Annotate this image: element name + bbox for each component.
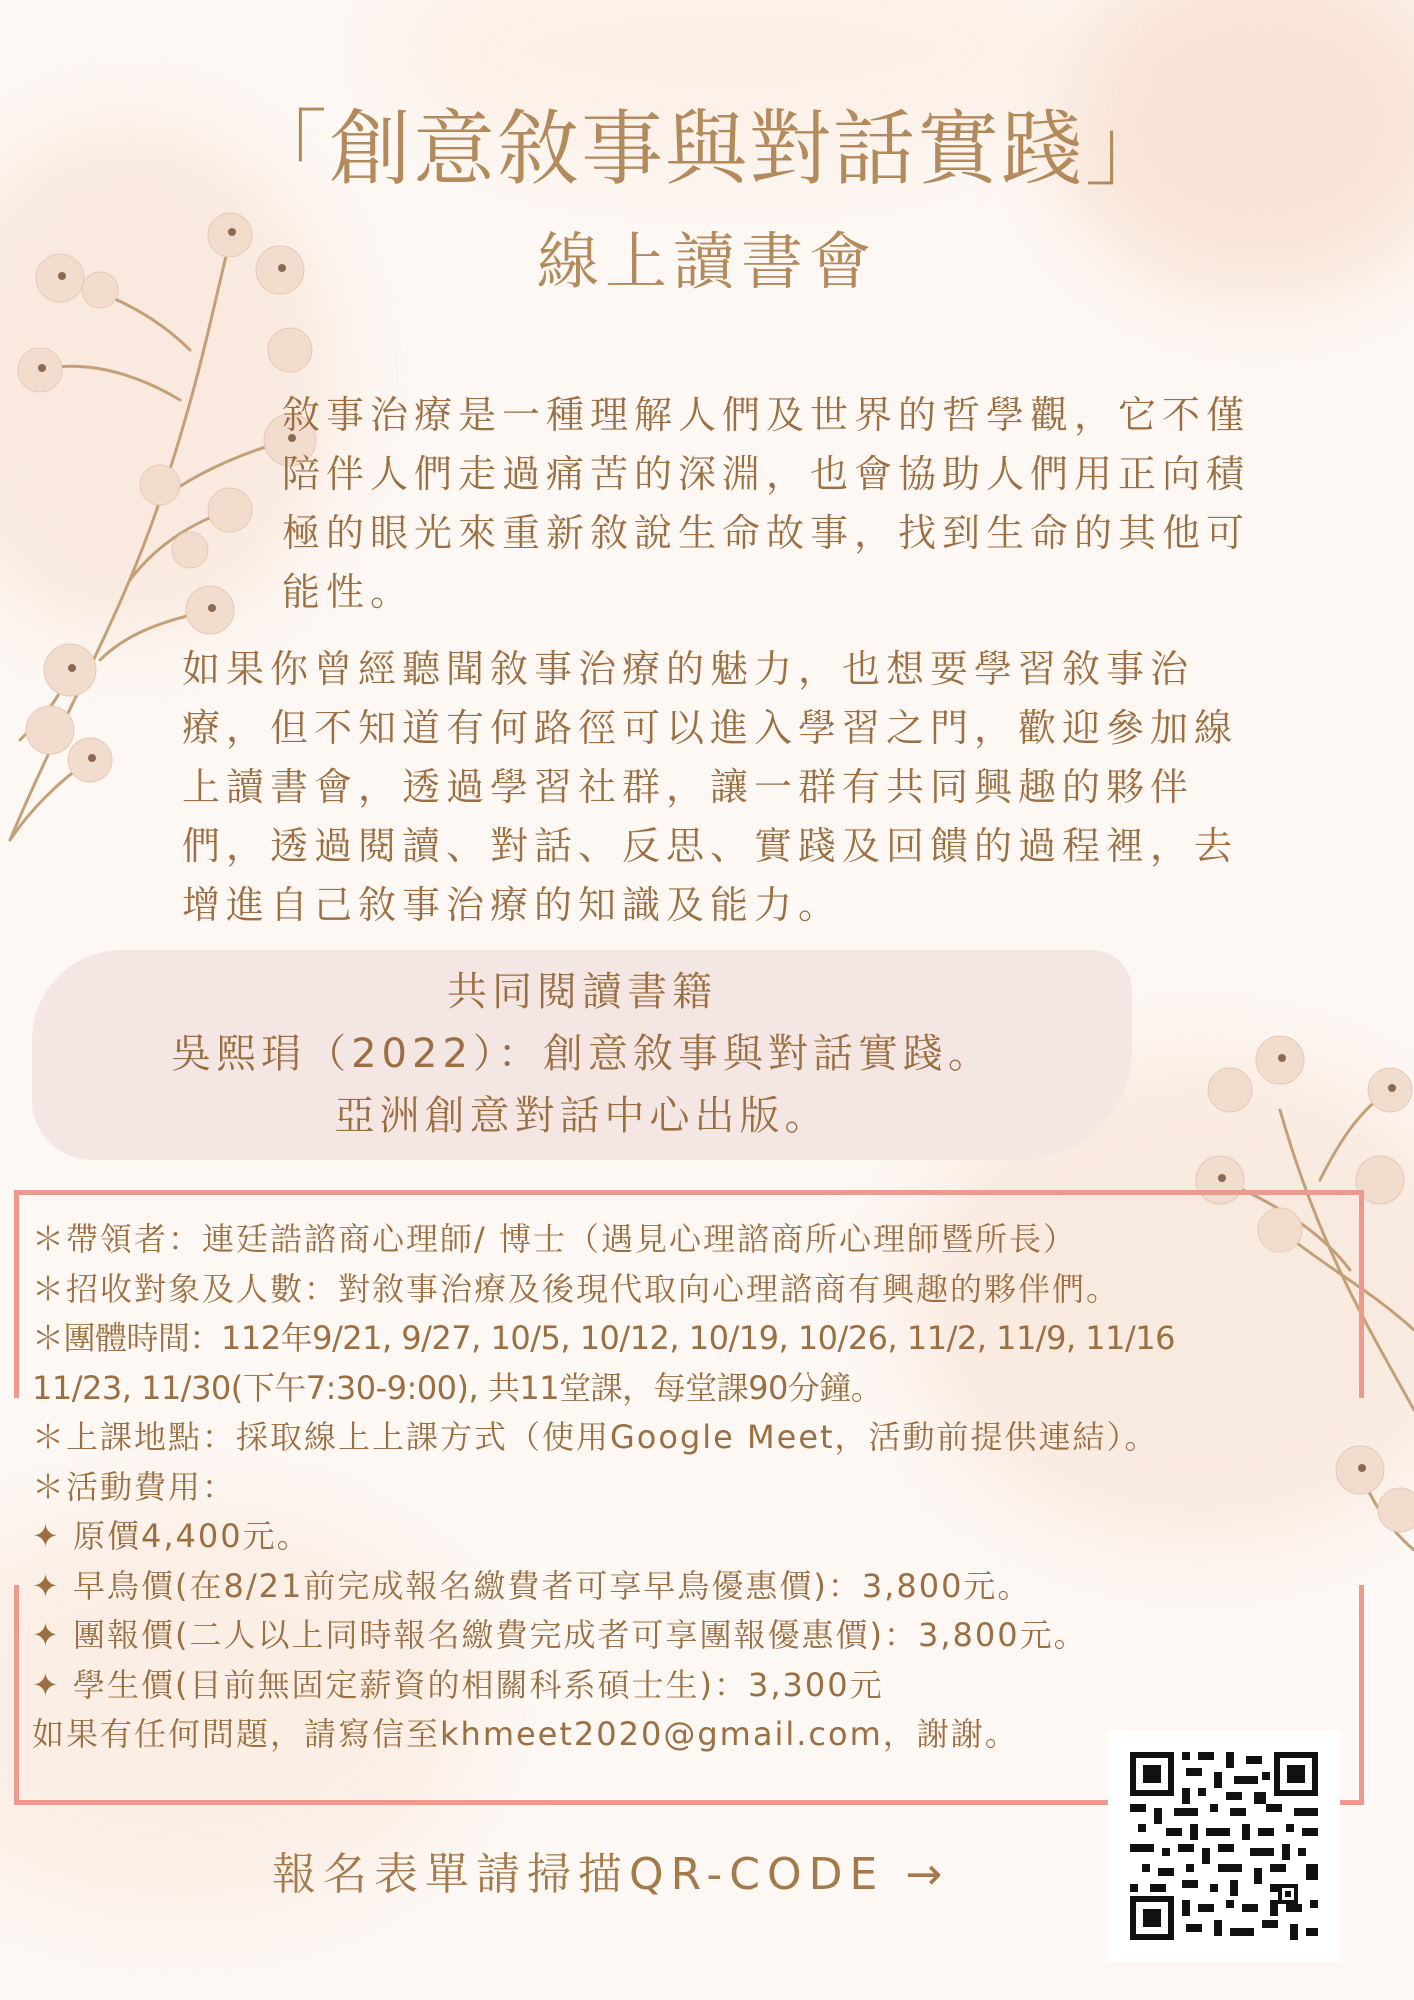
info-audience: ＊招收對象及人數：對敘事治療及後現代取向心理諮商有興趣的夥伴們。 xyxy=(32,1269,1121,1308)
text-line: 療，但不知道有何路徑可以進入學習之門，歡迎參加線 xyxy=(182,706,1239,750)
intro-paragraph-2 xyxy=(182,640,1342,935)
info-fee-heading: ＊活動費用： xyxy=(32,1467,237,1506)
book-heading: 共同閱讀書籍 xyxy=(447,969,717,1015)
book-publisher: 亞洲創意對話中心出版。 xyxy=(334,1093,830,1139)
text-line: 陪伴人們走過痛苦的深淵，也會協助人們用正向積 xyxy=(282,452,1251,496)
signup-cta: 報名表單請掃描QR-CODE → xyxy=(272,1849,950,1900)
info-fee-early: ✦ 早鳥價(在8/21前完成報名繳費者可享早鳥優惠價)：3,800元。 xyxy=(32,1566,1032,1605)
text-line: 們，透過閱讀、對話、反思、實踐及回饋的過程裡，去 xyxy=(182,824,1239,868)
info-leader: ＊帶領者：連廷誥諮商心理師/ 博士（遇見心理諮商所心理師暨所長） xyxy=(32,1220,1077,1258)
qr-code-icon[interactable] xyxy=(1108,1730,1340,1962)
text-line: 上讀書會，透過學習社群，讓一群有共同興趣的夥伴 xyxy=(182,765,1195,809)
info-schedule-cont: 11/23, 11/30(下午7:30-9:00), 共11堂課，每堂課90分鐘。 xyxy=(32,1368,883,1407)
text-line: 極的眼光來重新敘說生命故事，找到生命的其他可 xyxy=(282,511,1251,555)
event-info-list xyxy=(32,1215,1402,1760)
page-subtitle: 線上讀書會 xyxy=(536,225,877,298)
text-line: 增進自己敘事治療的知識及能力。 xyxy=(182,883,843,927)
text-line: 如果你曾經聽聞敘事治療的魅力，也想要學習敘事治 xyxy=(182,647,1195,691)
page-title: 「創意敘事與對話實踐」 xyxy=(244,102,1169,197)
text-line: 敘事治療是一種理解人們及世界的哲學觀，它不僅 xyxy=(282,393,1251,437)
info-fee-group: ✦ 團報價(二人以上同時報名繳費完成者可享團報優惠價)：3,800元。 xyxy=(32,1616,1088,1654)
intro-paragraph-1 xyxy=(282,386,1382,622)
info-fee-original: ✦ 原價4,400元。 xyxy=(32,1517,311,1555)
info-schedule: ＊團體時間：112年9/21, 9/27, 10/5, 10/12, 10/19, 10/26, 11/2, 11/9, 11/16 xyxy=(32,1319,1176,1357)
book-citation: 吳熙琄（2022）：創意敘事與對話實踐。 xyxy=(171,1031,993,1077)
info-location: ＊上課地點：採取線上上課方式（使用Google Meet，活動前提供連結）。 xyxy=(32,1418,1159,1456)
info-contact[interactable]: 如果有任何問題，請寫信至khmeet2020@gmail.com，謝謝。 xyxy=(32,1715,1019,1753)
text-line: 能性。 xyxy=(282,570,415,614)
info-fee-student: ✦ 學生價(目前無固定薪資的相關科系碩士生)：3,300元 xyxy=(32,1665,884,1704)
